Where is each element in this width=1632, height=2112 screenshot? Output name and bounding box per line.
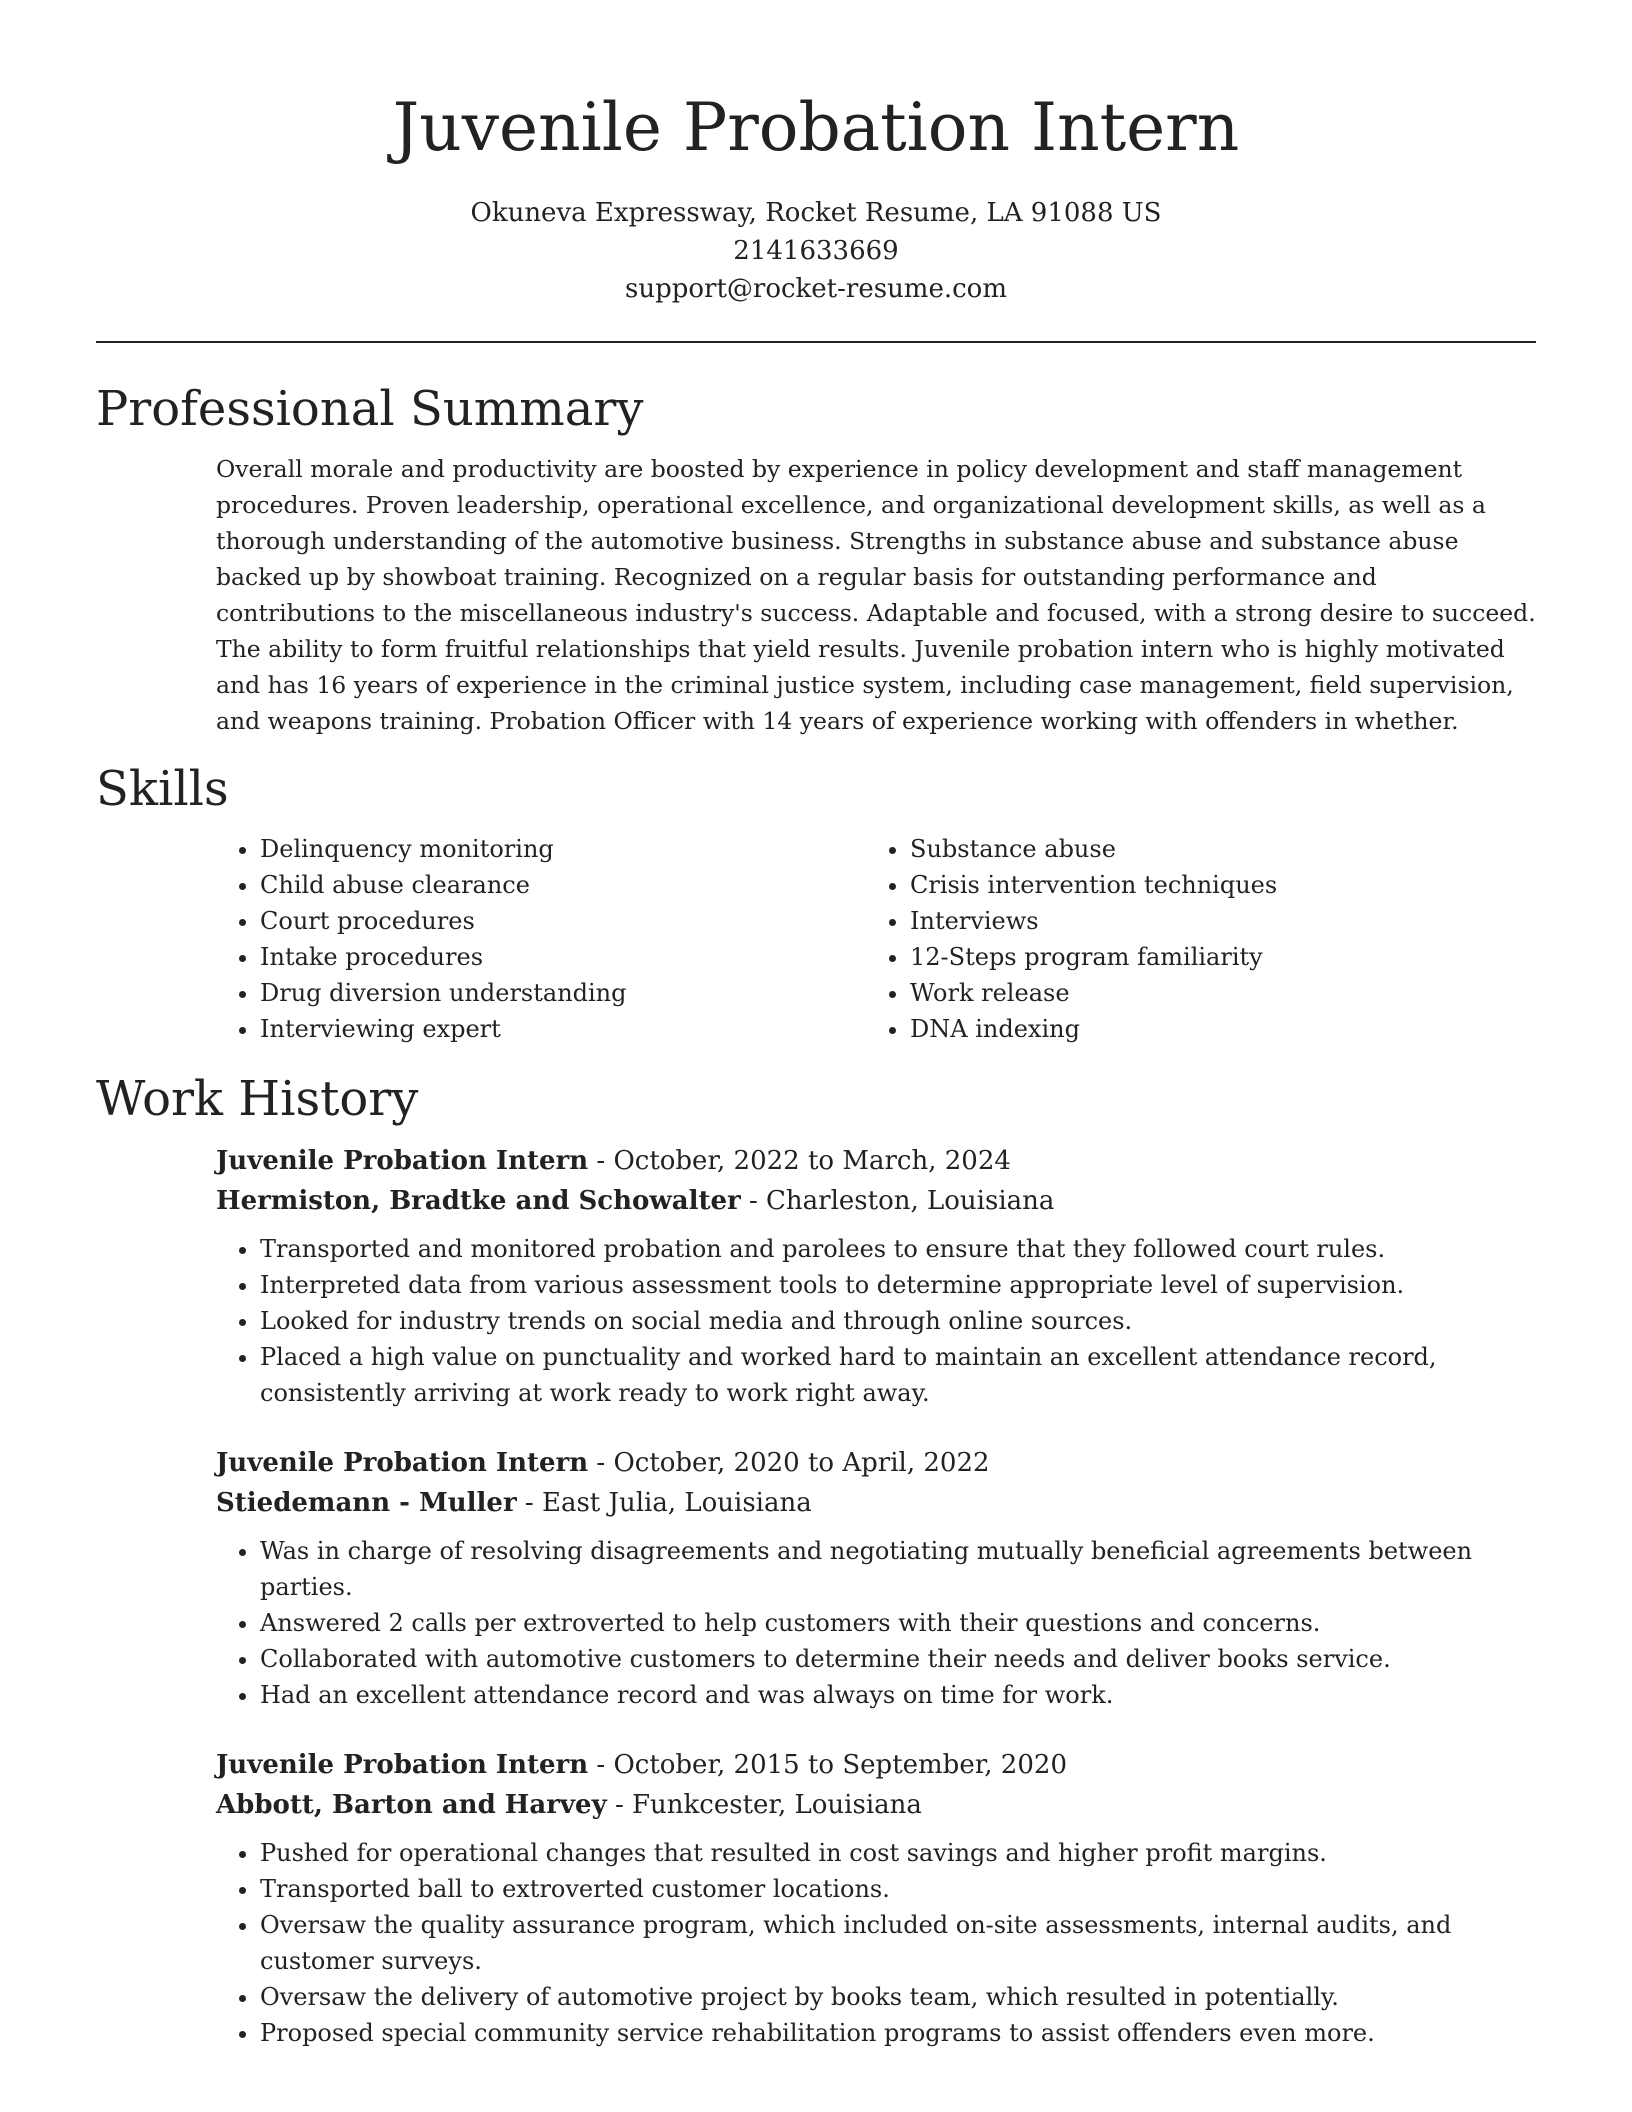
job-company-line xyxy=(216,1483,1536,1523)
skill-item: • 12-Steps program familiarity xyxy=(910,939,1277,975)
section-title-summary: Professional Summary xyxy=(96,381,644,437)
header-divider xyxy=(96,341,1536,343)
skill-item: • Interviews xyxy=(910,903,1277,939)
contact-address: Okuneva Expressway, Rocket Resume, LA 91088 US xyxy=(470,198,1162,228)
contact-info xyxy=(96,194,1536,308)
job-role: Juvenile Probation Intern xyxy=(216,1448,589,1478)
job-dates: - October, 2015 to September, 2020 xyxy=(588,1750,1067,1780)
job-company: Hermiston, Bradtke and Schowalter xyxy=(216,1186,741,1216)
job-bullets xyxy=(216,1533,1536,1713)
skill-item: • Intake procedures xyxy=(260,939,866,975)
job-entry xyxy=(216,1443,1536,1713)
job-role: Juvenile Probation Intern xyxy=(216,1146,589,1176)
skills-list xyxy=(216,831,1536,1047)
contact-email: support@rocket-resume.com xyxy=(624,274,1007,304)
job-bullet: • Answered 2 calls per extroverted to help customers with their questions and concerns. xyxy=(260,1605,1536,1641)
job-bullet: • Oversaw the quality assurance program, which included on-site assessments, internal audits, and customer surveys. xyxy=(260,1907,1536,1979)
job-bullet: • Interpreted data from various assessment tools to determine appropriate level of supervision. xyxy=(260,1267,1536,1303)
skill-item: • Interviewing expert xyxy=(260,1011,866,1047)
job-location: - Charleston, Louisiana xyxy=(740,1186,1055,1216)
job-dates: - October, 2022 to March, 2024 xyxy=(588,1146,1011,1176)
skill-item: • Child abuse clearance xyxy=(260,867,866,903)
resume-page xyxy=(96,0,1536,2051)
job-bullet: • Transported and monitored probation and parolees to ensure that they followed court rules. xyxy=(260,1231,1536,1267)
job-entry xyxy=(216,1141,1536,1411)
job-bullet: • Was in charge of resolving disagreements and negotiating mutually beneficial agreements between parties. xyxy=(260,1533,1536,1605)
job-bullet: • Oversaw the delivery of automotive project by books team, which resulted in potentially. xyxy=(260,1979,1536,2015)
job-location: - East Julia, Louisiana xyxy=(516,1488,812,1518)
job-title-line xyxy=(216,1443,1536,1483)
skill-item: • Substance abuse xyxy=(910,831,1277,867)
job-bullet: • Looked for industry trends on social media and through online sources. xyxy=(260,1303,1536,1339)
skill-item: • Court procedures xyxy=(260,903,866,939)
skill-item: • Work release xyxy=(910,975,1277,1011)
resume-name: Juvenile Probation Intern xyxy=(392,89,1240,166)
job-bullet: • Had an excellent attendance record and was always on time for work. xyxy=(260,1677,1536,1713)
job-bullets xyxy=(216,1231,1536,1411)
skill-item: • Crisis intervention techniques xyxy=(910,867,1277,903)
job-bullet: • Pushed for operational changes that resulted in cost savings and higher profit margins. xyxy=(260,1835,1536,1871)
job-role: Juvenile Probation Intern xyxy=(216,1750,589,1780)
job-title-line xyxy=(216,1745,1536,1785)
job-company: Abbott, Barton and Harvey xyxy=(216,1790,607,1820)
job-company-line xyxy=(216,1181,1536,1221)
job-location: - Funkcester, Louisiana xyxy=(606,1790,922,1820)
job-title-line xyxy=(216,1141,1536,1181)
job-bullets xyxy=(216,1835,1536,2051)
job-bullet: • Proposed special community service rehabilitation programs to assist offenders even more. xyxy=(260,2015,1536,2051)
skill-item: • Delinquency monitoring xyxy=(260,831,866,867)
skills-column-2 xyxy=(866,831,1277,1047)
skill-item: • DNA indexing xyxy=(910,1011,1277,1047)
job-bullet: • Collaborated with automotive customers to determine their needs and deliver books service. xyxy=(260,1641,1536,1677)
job-dates: - October, 2020 to April, 2022 xyxy=(588,1448,990,1478)
job-entry xyxy=(216,1745,1536,2051)
job-company-line xyxy=(216,1785,1536,1825)
job-bullet: • Transported ball to extroverted customer locations. xyxy=(260,1871,1536,1907)
summary-text: Overall morale and productivity are boosted by experience in policy development and staff management procedures. Proven leadership, operational excellence, and organizational development skills, as well as a thorough understanding of the automotive business. Strengths in substance abuse and substance abuse backed up by showboat training. Recognized on a regular basis for outstanding performance and contributions to the miscellaneous industry's success. Adaptable and focused, with a strong desire to succeed. The ability to form fruitful relationships that yield results. Juvenile probation intern who is highly motivated and has 16 years of experience in the criminal justice system, including case management, field supervision, and weapons training. Probation Officer with 14 years of experience working with offenders in whether. xyxy=(216,455,1536,735)
job-bullet: • Placed a high value on punctuality and worked hard to maintain an excellent attendance record, consistently arriving at work ready to work right away. xyxy=(260,1339,1536,1411)
contact-phone: 2141633669 xyxy=(733,236,899,266)
skill-item: • Drug diversion understanding xyxy=(260,975,866,1011)
section-title-work-history: Work History xyxy=(96,1071,419,1127)
skills-column-1 xyxy=(216,831,866,1047)
section-title-skills: Skills xyxy=(96,761,229,817)
job-company: Stiedemann - Muller xyxy=(216,1488,517,1518)
